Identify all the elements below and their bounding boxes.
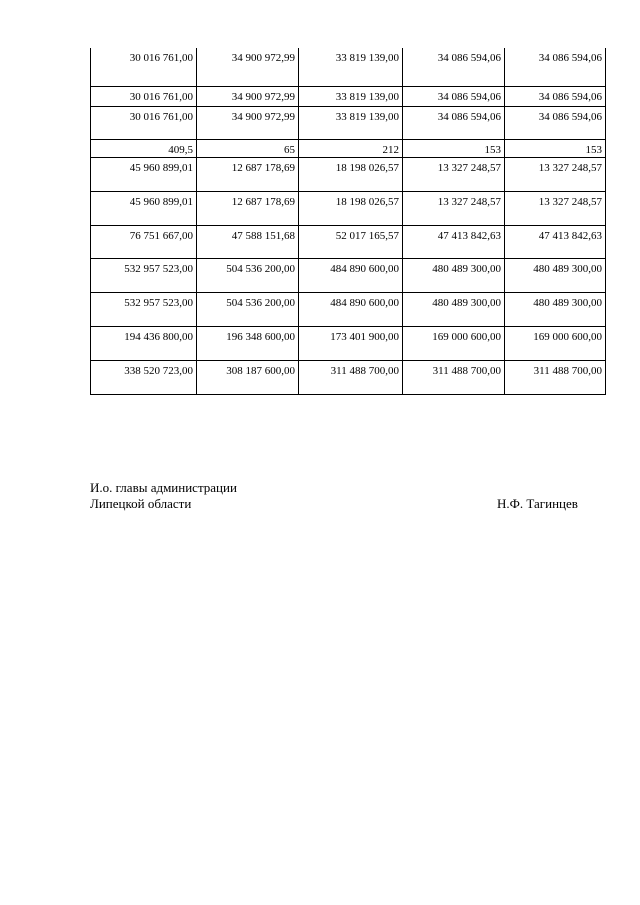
table-cell: 30 016 761,00 <box>91 48 197 86</box>
table-cell: 45 960 899,01 <box>91 157 197 191</box>
table-cell: 34 086 594,06 <box>403 86 505 106</box>
table-cell: 13 327 248,57 <box>505 157 606 191</box>
table-cell: 480 489 300,00 <box>505 258 606 292</box>
table-cell: 33 819 139,00 <box>299 48 403 86</box>
table-cell: 480 489 300,00 <box>403 258 505 292</box>
table-cell: 169 000 600,00 <box>403 326 505 360</box>
table-row <box>91 106 606 139</box>
table-cell: 30 016 761,00 <box>91 86 197 106</box>
table-cell: 484 890 600,00 <box>299 258 403 292</box>
table-cell: 13 327 248,57 <box>403 191 505 225</box>
table-cell: 532 957 523,00 <box>91 292 197 326</box>
table-body <box>91 48 606 394</box>
table-row <box>91 86 606 106</box>
table-cell: 33 819 139,00 <box>299 106 403 139</box>
table-cell: 212 <box>299 139 403 157</box>
table-row <box>91 292 606 326</box>
table-row <box>91 157 606 191</box>
table-cell: 76 751 667,00 <box>91 225 197 258</box>
table-cell: 45 960 899,01 <box>91 191 197 225</box>
table-cell: 169 000 600,00 <box>505 326 606 360</box>
table-cell: 47 413 842,63 <box>403 225 505 258</box>
table-cell: 34 086 594,06 <box>403 48 505 86</box>
table-cell: 52 017 165,57 <box>299 225 403 258</box>
signatory-name: Н.Ф. Тагинцев <box>497 496 578 511</box>
data-table <box>90 48 606 395</box>
table-row <box>91 191 606 225</box>
table-row <box>91 139 606 157</box>
table-cell: 13 327 248,57 <box>505 191 606 225</box>
table-cell: 311 488 700,00 <box>299 360 403 394</box>
table-cell: 504 536 200,00 <box>197 292 299 326</box>
table-cell: 12 687 178,69 <box>197 157 299 191</box>
table-cell: 311 488 700,00 <box>403 360 505 394</box>
table-cell: 30 016 761,00 <box>91 106 197 139</box>
table-cell: 13 327 248,57 <box>403 157 505 191</box>
table-cell: 153 <box>505 139 606 157</box>
table-cell: 34 086 594,06 <box>505 48 606 86</box>
table-cell: 33 819 139,00 <box>299 86 403 106</box>
table-cell: 47 588 151,68 <box>197 225 299 258</box>
table-row <box>91 326 606 360</box>
table-cell: 194 436 800,00 <box>91 326 197 360</box>
signatory-title-line-2: Липецкой области <box>90 496 192 511</box>
table-cell: 480 489 300,00 <box>403 292 505 326</box>
table-cell: 34 086 594,06 <box>505 86 606 106</box>
table-row <box>91 360 606 394</box>
table-cell: 338 520 723,00 <box>91 360 197 394</box>
table-cell: 18 198 026,57 <box>299 157 403 191</box>
table-cell: 34 086 594,06 <box>505 106 606 139</box>
table-cell: 504 536 200,00 <box>197 258 299 292</box>
table-cell: 196 348 600,00 <box>197 326 299 360</box>
table-cell: 311 488 700,00 <box>505 360 606 394</box>
table-cell: 480 489 300,00 <box>505 292 606 326</box>
table-cell: 47 413 842,63 <box>505 225 606 258</box>
table-cell: 308 187 600,00 <box>197 360 299 394</box>
table-cell: 409,5 <box>91 139 197 157</box>
table-cell: 34 900 972,99 <box>197 86 299 106</box>
table-row <box>91 225 606 258</box>
table-cell: 18 198 026,57 <box>299 191 403 225</box>
table-cell: 65 <box>197 139 299 157</box>
table-row <box>91 48 606 86</box>
table-cell: 34 086 594,06 <box>403 106 505 139</box>
table-cell: 173 401 900,00 <box>299 326 403 360</box>
table-cell: 153 <box>403 139 505 157</box>
table-cell: 484 890 600,00 <box>299 292 403 326</box>
table-cell: 34 900 972,99 <box>197 48 299 86</box>
table-cell: 12 687 178,69 <box>197 191 299 225</box>
table-cell: 532 957 523,00 <box>91 258 197 292</box>
table-row <box>91 258 606 292</box>
signatory-title-line-1: И.о. главы администрации <box>90 480 237 495</box>
table-cell: 34 900 972,99 <box>197 106 299 139</box>
